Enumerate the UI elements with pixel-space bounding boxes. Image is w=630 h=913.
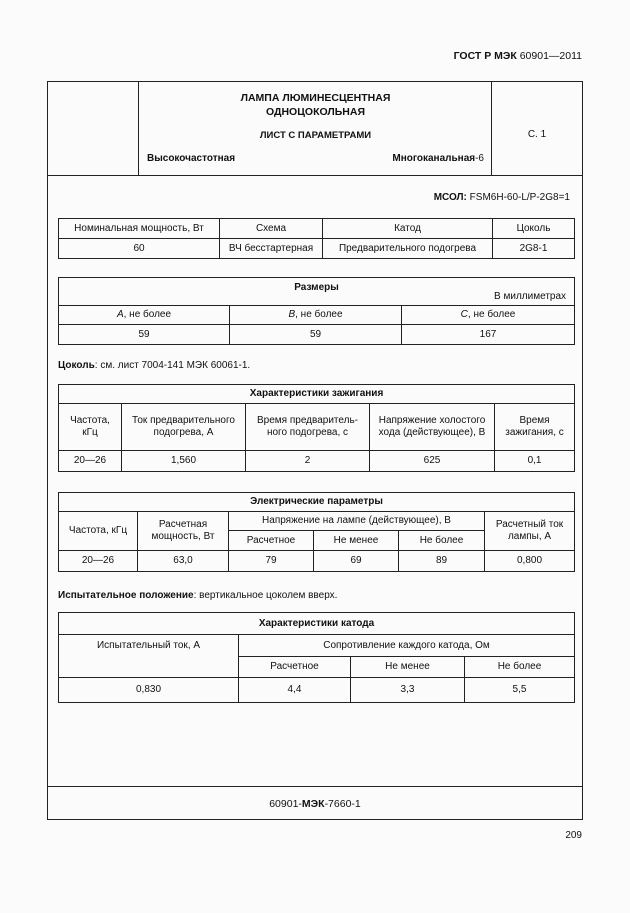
table-row (59, 239, 575, 259)
table-title-cell (59, 278, 575, 306)
table-cell: 0,830 (59, 678, 239, 703)
table-title: Характеристики катода (59, 613, 575, 635)
table-header-row (59, 512, 575, 531)
subheader-cell: Не менее (314, 531, 399, 551)
table-cell: 2 (246, 451, 370, 472)
table-title-row (59, 613, 575, 635)
dimension-qualifier: , не более (123, 309, 172, 320)
table-cell: 63,0 (138, 551, 229, 572)
table-cell: 3,3 (351, 678, 465, 703)
table-cell: Предварительного подогрева (323, 239, 493, 259)
table-title: Размеры (294, 282, 339, 293)
header-cell: Испытательный ток, А (59, 635, 239, 678)
header-cell (230, 306, 402, 325)
header-cell: Расчетная мощность, Вт (138, 512, 229, 551)
channel-label: Многоканальная (392, 153, 476, 164)
sheet-code-prefix: 60901- (269, 798, 302, 810)
table-row (59, 678, 575, 703)
header-cell: Напряжение холостого хода (действующее), В (370, 404, 495, 451)
table-row (59, 551, 575, 572)
frequency-type: Высокочастотная (147, 153, 236, 164)
table-cell: 69 (314, 551, 399, 572)
data-sheet-frame (47, 81, 583, 820)
header-cell: Катод (323, 219, 493, 239)
lamp-title (139, 91, 492, 119)
header-left-cell (48, 82, 139, 175)
table-cell: 5,5 (465, 678, 575, 703)
table-cell: 0,800 (485, 551, 575, 572)
subheader-cell: Расчетное (239, 657, 351, 678)
table-cell: 59 (59, 325, 230, 345)
dimension-qualifier: , не более (295, 309, 343, 320)
standard-number: 60901—2011 (519, 50, 582, 62)
subheader-cell: Не более (399, 531, 485, 551)
table-title: Характеристики зажигания (59, 385, 575, 404)
table-cell: 79 (229, 551, 314, 572)
channel-suffix: -6 (475, 153, 484, 164)
table-cell: 4,4 (239, 678, 351, 703)
table-cell: 89 (399, 551, 485, 572)
standard-prefix: ГОСТ Р МЭК (453, 50, 517, 62)
table-header-row (59, 635, 575, 657)
page-number: 209 (565, 830, 582, 841)
header-cell (59, 306, 230, 325)
table-cell: 20—26 (59, 451, 122, 472)
sheet-code-mek: МЭК (301, 798, 325, 810)
socket-label: Цоколь (58, 360, 95, 371)
footer-divider (48, 786, 582, 787)
ignition-characteristics-table (58, 384, 575, 472)
table-cell: 625 (370, 451, 495, 472)
subheader-cell: Не менее (351, 657, 465, 678)
table-header-row (59, 219, 575, 239)
table-row (59, 325, 575, 345)
standard-reference (454, 50, 582, 62)
table-cell: ВЧ бесстартерная (220, 239, 323, 259)
table-cell: 20—26 (59, 551, 138, 572)
electrical-parameters-table (58, 492, 575, 572)
cathode-characteristics-table (58, 612, 575, 703)
sheet-header (48, 82, 582, 176)
header-cell: Сопротивление каждого катода, Ом (239, 635, 575, 657)
table-row (59, 451, 575, 472)
title-line-2: ОДНОЦОКОЛЬНАЯ (265, 106, 366, 118)
header-cell (402, 306, 575, 325)
sheet-code (48, 798, 582, 810)
header-cell: Частота, кГц (59, 512, 138, 551)
table-title-row (59, 278, 575, 306)
channel-type (392, 153, 484, 164)
dimension-letter: В (288, 309, 296, 320)
main-parameters-table (58, 218, 575, 259)
sheet-page-label: С. 1 (527, 129, 547, 140)
msol-label: МСОЛ: (433, 192, 467, 203)
table-header-row (59, 306, 575, 325)
table-title: Электрические параметры (59, 493, 575, 512)
dimensions-table (58, 277, 575, 345)
title-line-1: ЛАМПА ЛЮМИНЕСЦЕНТНАЯ (240, 92, 391, 104)
header-cell: Напряжение на лампе (действующее), В (229, 512, 485, 531)
sheet-title: ЛИСТ С ПАРАМЕТРАМИ (259, 130, 372, 141)
table-title-row (59, 385, 575, 404)
header-cell: Время зажигания, с (495, 404, 575, 451)
units-note: В миллиметрах (494, 291, 567, 302)
subheader-cell: Не более (465, 657, 575, 678)
table-cell: 1,560 (122, 451, 246, 472)
msol-designation (434, 192, 570, 203)
table-header-row (59, 404, 575, 451)
test-position-label: Испытательное положение (58, 590, 194, 601)
test-position-note (58, 590, 337, 601)
table-cell: 59 (230, 325, 402, 345)
table-cell: 60 (59, 239, 220, 259)
test-position-text: : вертикальное цоколем вверх. (193, 590, 338, 601)
header-cell: Время предваритель-ного подогрева, с (246, 404, 370, 451)
dimension-qualifier: , не более (467, 309, 516, 320)
dimension-letter: С (460, 309, 468, 320)
header-cell: Цоколь (493, 219, 575, 239)
sheet-code-suffix: -7660-1 (324, 798, 361, 810)
subheader-cell: Расчетное (229, 531, 314, 551)
table-cell: 167 (402, 325, 575, 345)
socket-note (58, 360, 250, 371)
dimension-letter: А (116, 309, 124, 320)
header-cell: Частота, кГц (59, 404, 122, 451)
header-cell: Расчетный ток лампы, А (485, 512, 575, 551)
table-cell: 2G8-1 (493, 239, 575, 259)
msol-value: FSM6H-60-L/P-2G8=1 (469, 192, 570, 203)
table-cell: 0,1 (495, 451, 575, 472)
header-cell: Ток предварительного подогрева, А (122, 404, 246, 451)
socket-text: : см. лист 7004-141 МЭК 60061-1. (94, 360, 251, 371)
table-title-row (59, 493, 575, 512)
header-cell: Номинальная мощность, Вт (59, 219, 220, 239)
header-cell: Схема (220, 219, 323, 239)
